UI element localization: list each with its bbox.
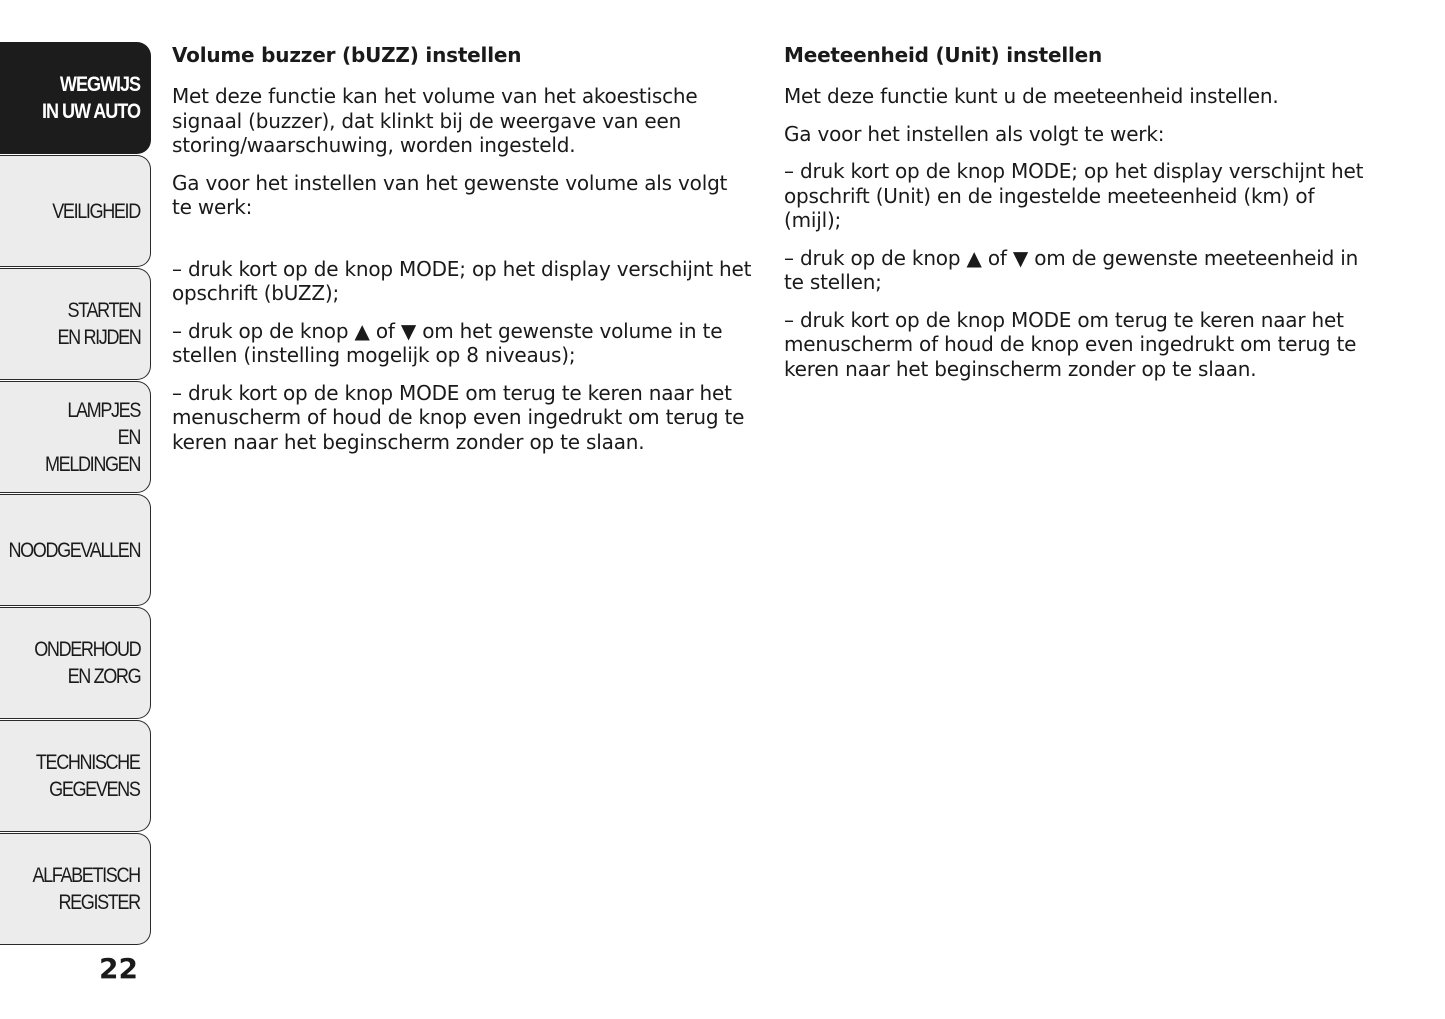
tab-veiligheid[interactable] xyxy=(0,155,151,267)
page-number: 22 xyxy=(99,952,138,985)
step-item: – druk kort op de knop MODE om terug te keren naar het menuscherm of houd de knop even ingedrukt om terug te keren naar het beginscherm zonder op te slaan. xyxy=(172,380,745,454)
tab-wegwijs-in-uw-auto[interactable] xyxy=(0,42,151,154)
tab-technische-gegevens[interactable] xyxy=(0,720,151,832)
tab-onderhoud-en-zorg[interactable] xyxy=(0,607,151,719)
tab-label: TECHNISCHE GEGEVENS xyxy=(36,751,140,801)
tab-label: NOODGEVALLEN xyxy=(8,538,140,562)
tab-label: VEILIGHEID xyxy=(52,199,140,223)
tab-lampjes-en-meldingen[interactable] xyxy=(0,381,151,493)
section-heading: Volume buzzer (bUZZ) instellen xyxy=(172,43,522,67)
tab-label: ALFABETISCH REGISTER xyxy=(32,864,140,914)
tab-label: WEGWIJS IN UW AUTO xyxy=(41,73,141,123)
step-item: – druk kort op de knop MODE; op het display verschijnt het opschrift (Unit) en de ingestelde meeteenheid (km) of (mijl); xyxy=(784,159,1364,232)
step-item: – druk kort op de knop MODE om terug te keren naar het menuscherm of houd de knop even ingedrukt om terug te keren naar het beginscherm zonder op te slaan. xyxy=(784,307,1357,381)
tab-label: ONDERHOUD EN ZORG xyxy=(33,638,140,688)
step-item: – druk op de knop ▲ of ▼ om de gewenste meeteenheid in te stellen; xyxy=(784,245,1359,294)
paragraph: Met deze functie kunt u de meeteenheid instellen. xyxy=(784,84,1279,108)
step-item: – druk kort op de knop MODE; op het display verschijnt het opschrift (bUZZ); xyxy=(172,256,752,305)
paragraph: Met deze functie kan het volume van het akoestische signaal (buzzer), dat klinkt bij de weergave van een storing/waarschuwing, worden ingesteld. xyxy=(172,84,698,157)
paragraph: Ga voor het instellen als volgt te werk: xyxy=(784,121,1165,146)
section-volume-buzzer xyxy=(172,40,752,467)
tab-starten-en-rijden[interactable] xyxy=(0,268,151,380)
tab-alfabetisch-register[interactable] xyxy=(0,833,151,945)
tab-label: LAMPJES EN MELDINGEN xyxy=(45,398,140,476)
section-heading: Meeteenheid (Unit) instellen xyxy=(784,43,1103,67)
step-item: – druk op de knop ▲ of ▼ om het gewenste volume in te stellen (instelling mogelijk op 8 niveaus); xyxy=(172,318,723,367)
paragraph: Ga voor het instellen van het gewenste volume als volgt te werk: xyxy=(172,170,728,219)
tab-label: STARTEN EN RIJDEN xyxy=(57,299,140,349)
chapter-tabs xyxy=(0,42,152,946)
tab-noodgevallen[interactable] xyxy=(0,494,151,606)
section-meeteenheid xyxy=(784,40,1364,394)
